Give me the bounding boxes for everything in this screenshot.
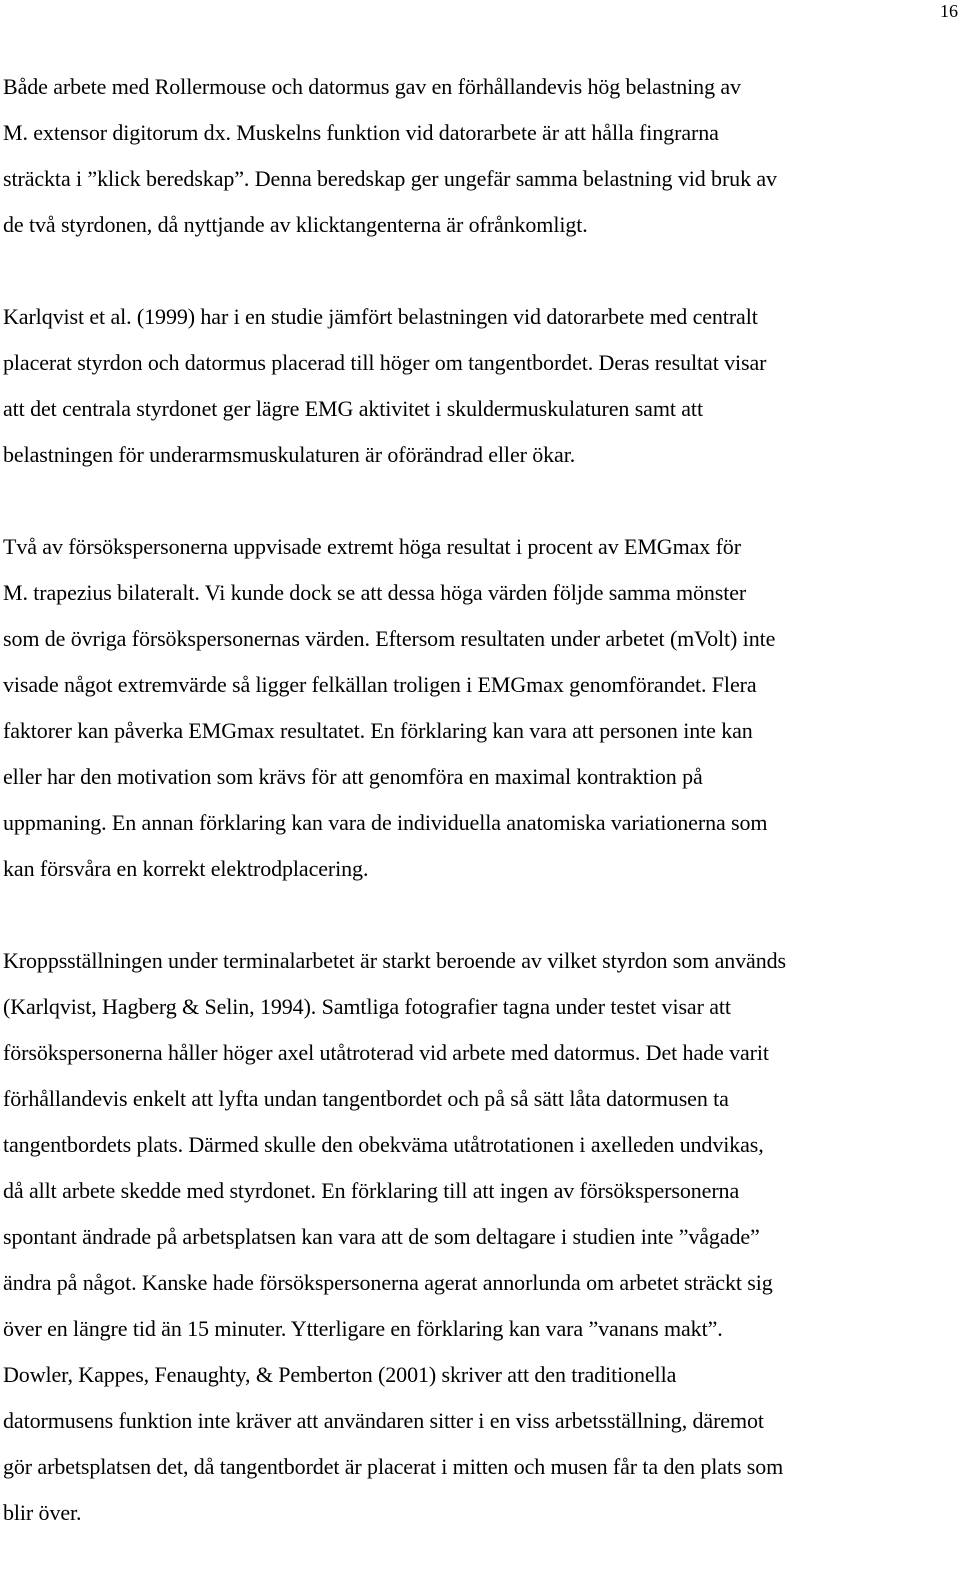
text-line: visade något extremvärde så ligger felkällan troligen i EMGmax genomförandet. Flera bbox=[3, 672, 757, 697]
text-line: att det centrala styrdonet ger lägre EMG aktivitet i skuldermuskulaturen samt att bbox=[3, 396, 703, 421]
page-number: 16 bbox=[940, 1, 958, 21]
text-line: M. extensor digitorum dx. Muskelns funktion vid datorarbete är att hålla fingrarna bbox=[3, 120, 719, 145]
text-line: gör arbetsplatsen det, då tangentbordet är placerat i mitten och musen får ta den plats som bbox=[3, 1454, 784, 1479]
text-line: de två styrdonen, då nyttjande av klicktangenterna är ofrånkomligt. bbox=[3, 212, 588, 237]
text-line: Dowler, Kappes, Fenaughty, & Pemberton (2001) skriver att den traditionella bbox=[3, 1362, 677, 1387]
text-line: faktorer kan påverka EMGmax resultatet. En förklaring kan vara att personen inte kan bbox=[3, 718, 753, 743]
document-body bbox=[3, 64, 960, 1582]
text-line: Två av försökspersonerna uppvisade extremt höga resultat i procent av EMGmax för bbox=[3, 534, 741, 559]
text-line: sträckta i ”klick beredskap”. Denna beredskap ger ungefär samma belastning vid bruk av bbox=[3, 166, 777, 191]
text-line: placerat styrdon och datormus placerad till höger om tangentbordet. Deras resultat visar bbox=[3, 350, 767, 375]
paragraph-body-posture bbox=[3, 938, 960, 1536]
text-line: Kroppsställningen under terminalarbetet är starkt beroende av vilket styrdon som används bbox=[3, 948, 786, 973]
text-line: ändra på något. Kanske hade försökspersonerna agerat annorlunda om arbetet sträckt sig bbox=[3, 1270, 773, 1295]
paragraph-emgmax-results bbox=[3, 524, 960, 892]
text-line: spontant ändrade på arbetsplatsen kan vara att de som deltagare i studien inte ”vågade” bbox=[3, 1224, 760, 1249]
text-line: tangentbordets plats. Därmed skulle den obekväma utåtrotationen i axelleden undvikas, bbox=[3, 1132, 764, 1157]
text-line: förhållandevis enkelt att lyfta undan tangentbordet och på så sätt låta datormusen ta bbox=[3, 1086, 729, 1111]
text-line: blir över. bbox=[3, 1500, 82, 1525]
text-line: uppmaning. En annan förklaring kan vara de individuella anatomiska variationerna som bbox=[3, 810, 768, 835]
text-line: M. trapezius bilateralt. Vi kunde dock se att dessa höga värden följde samma mönster bbox=[3, 580, 747, 605]
text-line: belastningen för underarmsmuskulaturen är oförändrad eller ökar. bbox=[3, 442, 576, 467]
paragraph-karlqvist-study bbox=[3, 294, 960, 478]
text-line: kan försvåra en korrekt elektrodplacering. bbox=[3, 856, 369, 881]
text-line: (Karlqvist, Hagberg & Selin, 1994). Samtliga fotografier tagna under testet visar att bbox=[3, 994, 731, 1019]
paragraph-rollermouse-load bbox=[3, 64, 960, 248]
text-line: Karlqvist et al. (1999) har i en studie jämfört belastningen vid datorarbete med centralt bbox=[3, 304, 758, 329]
text-line: försökspersonerna håller höger axel utåtroterad vid arbete med datormus. Det hade varit bbox=[3, 1040, 769, 1065]
text-line: som de övriga försökspersonernas värden. Eftersom resultaten under arbetet (mVolt) inte bbox=[3, 626, 776, 651]
text-line: Både arbete med Rollermouse och datormus gav en förhållandevis hög belastning av bbox=[3, 74, 741, 99]
text-line: eller har den motivation som krävs för att genomföra en maximal kontraktion på bbox=[3, 764, 703, 789]
text-line: datormusens funktion inte kräver att användaren sitter i en viss arbetsställning, däremot bbox=[3, 1408, 764, 1433]
text-line: då allt arbete skedde med styrdonet. En förklaring till att ingen av försökspersonerna bbox=[3, 1178, 740, 1203]
text-line: över en längre tid än 15 minuter. Ytterligare en förklaring kan vara ”vanans makt”. bbox=[3, 1316, 723, 1341]
